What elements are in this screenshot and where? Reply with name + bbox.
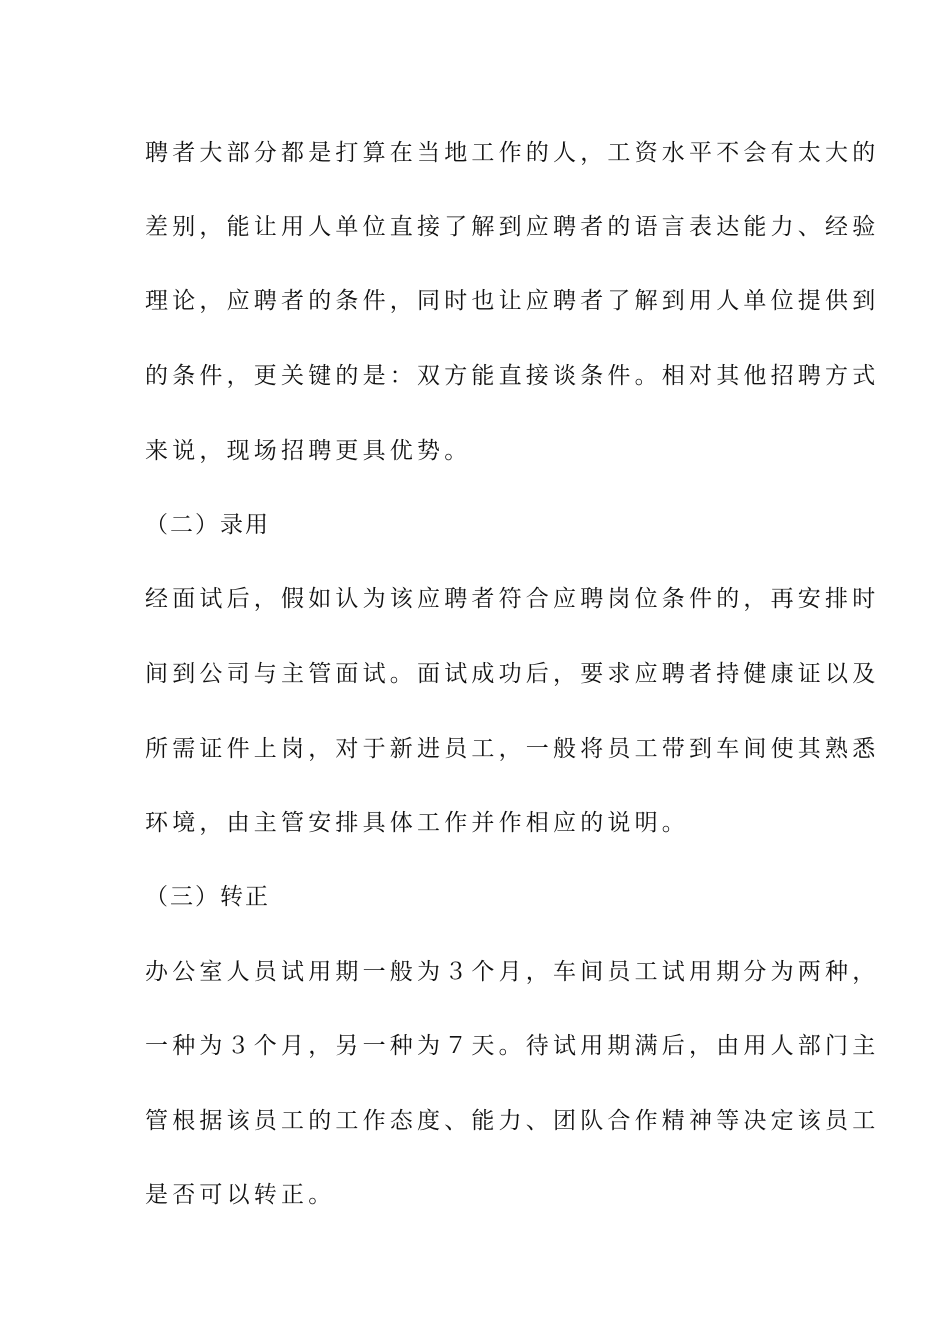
paragraph-line: 聘者大部分都是打算在当地工作的人，工资水平不会有太大的 xyxy=(145,140,880,166)
paragraph-line: 来说，现场招聘更具优势。 xyxy=(145,438,472,464)
paragraph-line: 所需证件上岗，对于新进员工，一般将员工带到车间使其熟悉 xyxy=(145,736,880,762)
paragraph-line: 环境，由主管安排具体工作并作相应的说明。 xyxy=(145,810,689,836)
section-heading-hire: （二）录用 xyxy=(145,512,270,538)
paragraph-line: 一种为３个月，另一种为７天。待试用期满后，由用人部门主 xyxy=(145,1033,880,1059)
paragraph-line: 差别，能让用人单位直接了解到应聘者的语言表达能力、经验 xyxy=(145,214,880,240)
paragraph-line: 间到公司与主管面试。面试成功后，要求应聘者持健康证以及 xyxy=(145,661,880,687)
paragraph-line: 理论，应聘者的条件，同时也让应聘者了解到用人单位提供到 xyxy=(145,288,880,314)
paragraph-line: 办公室人员试用期一般为３个月，车间员工试用期分为两种， xyxy=(145,959,880,985)
paragraph-line: 管根据该员工的工作态度、能力、团队合作精神等决定该员工 xyxy=(145,1108,880,1134)
paragraph-line: 的条件，更关键的是：双方能直接谈条件。相对其他招聘方式 xyxy=(145,363,880,389)
paragraph-line: 经面试后，假如认为该应聘者符合应聘岗位条件的，再安排时 xyxy=(145,586,880,612)
paragraph-line: 是否可以转正。 xyxy=(145,1182,336,1208)
section-heading-regular: （三）转正 xyxy=(145,884,270,910)
